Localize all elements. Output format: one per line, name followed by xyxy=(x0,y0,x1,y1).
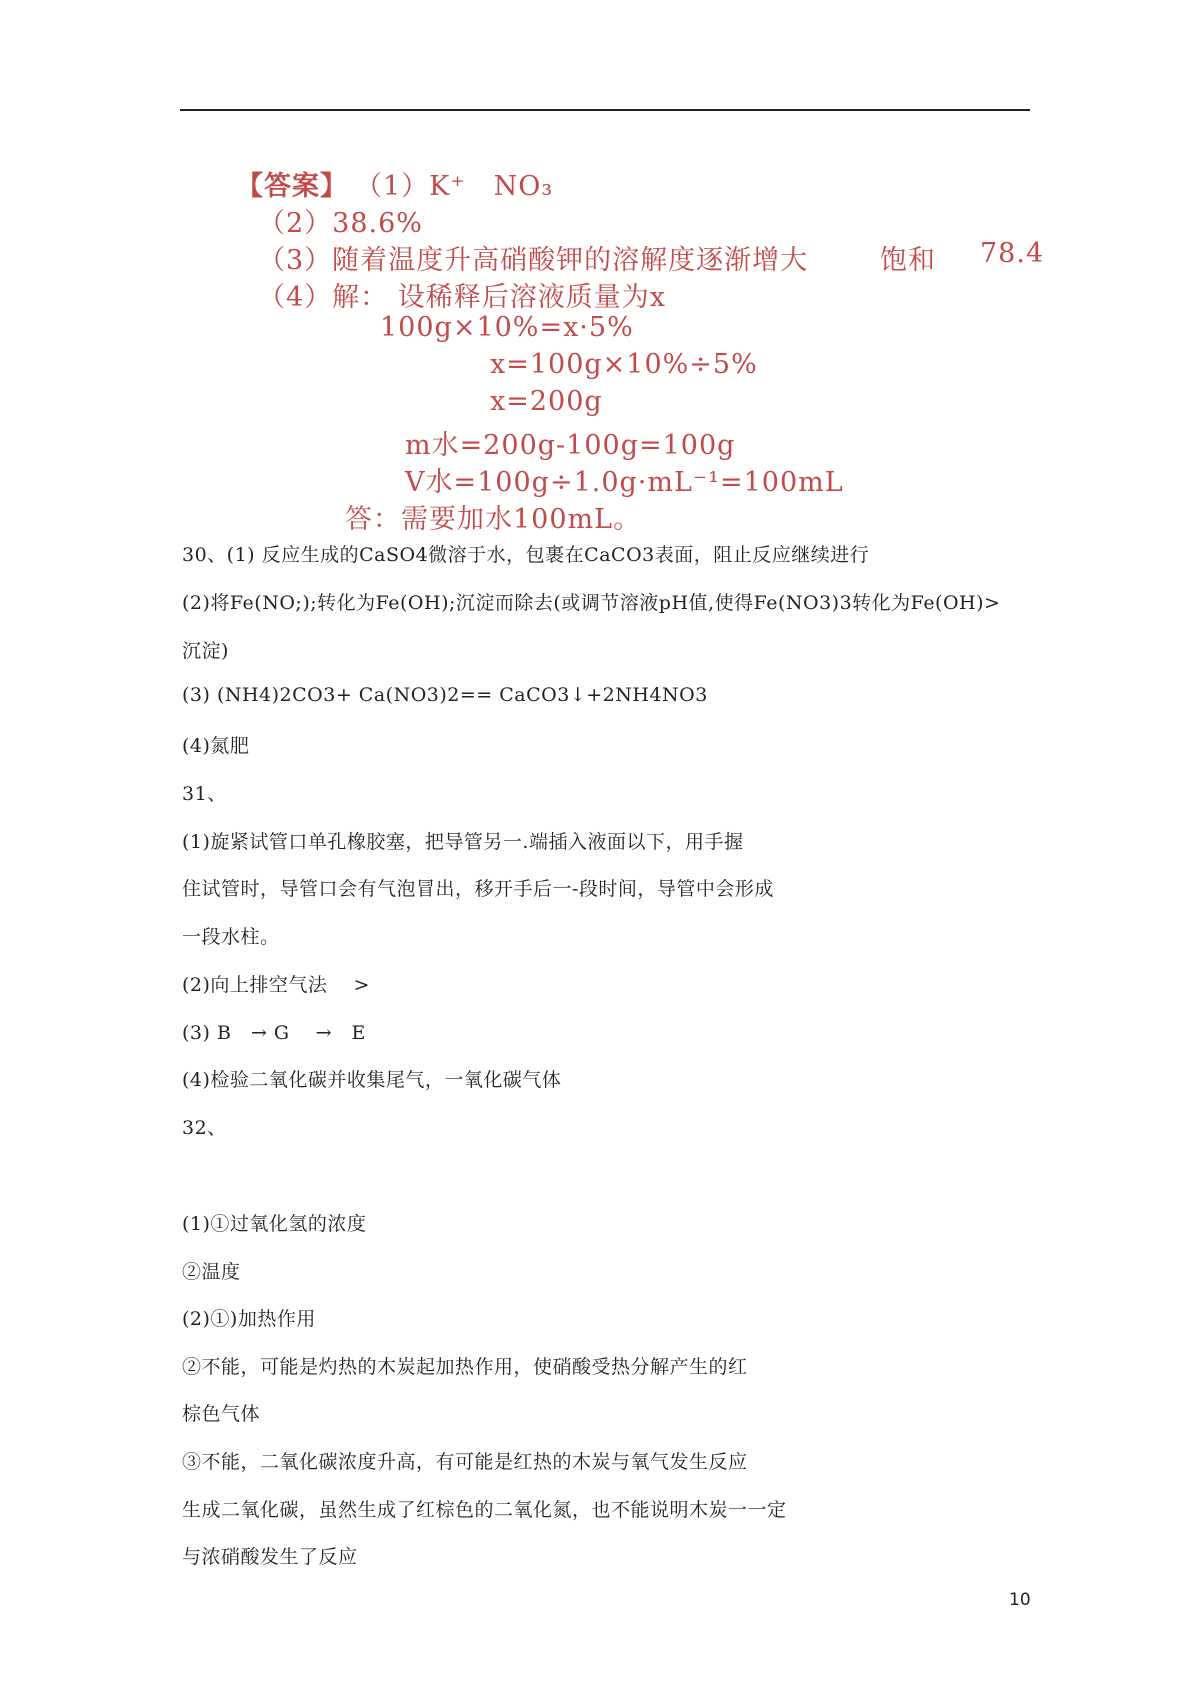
text-line: 棕色气体 xyxy=(182,1403,261,1425)
text-line: ③不能，二氧化碳浓度升高，有可能是红热的木炭与氧气发生反应 xyxy=(182,1451,748,1473)
text-line: (4)检验二氧化碳并收集尾气，一氧化碳气体 xyxy=(182,1069,562,1091)
answer-heading: 【答案】 xyxy=(236,171,348,202)
text-line: ②不能，可能是灼热的木炭起加热作用，使硝酸受热分解产生的红 xyxy=(182,1356,748,1378)
answer-part-3-fill-2: 78.4 xyxy=(980,238,1045,269)
answer-part-3-fill-1: 饱和 xyxy=(880,245,936,276)
text-line: (2)向上排空气法 > xyxy=(182,974,370,996)
answer-part-1: （1）K⁺ NO₃ xyxy=(355,171,554,202)
text-line: 一段水柱。 xyxy=(182,926,280,948)
equation-3: x=200g xyxy=(490,386,603,417)
page-number: 10 xyxy=(1009,1590,1031,1610)
equation-4: m水=200g-100g=100g xyxy=(405,430,736,461)
text-line: (3) B → G → E xyxy=(182,1022,366,1044)
answer-part-3: （3）随着温度升高硝酸钾的溶解度逐渐增大 xyxy=(258,245,809,276)
answer-part-2: （2）38.6% xyxy=(258,208,423,239)
text-line: 住试管时，导管口会有气泡冒出，移开手后一-段时间，导管中会形成 xyxy=(182,878,774,900)
text-line: (2)将Fe(NO;);转化为Fe(OH);沉淀而除去(或调节溶液pH值,使得Fe(NO3)3转化为Fe(OH)> xyxy=(182,592,1001,614)
text-line: (1)①过氧化氢的浓度 xyxy=(182,1213,367,1235)
text-line: 31、 xyxy=(182,783,227,805)
answer-conclusion: 答：需要加水100mL。 xyxy=(345,504,642,535)
text-line: 生成二氧化碳，虽然生成了红棕色的二氧化氮，也不能说明木炭一一定 xyxy=(182,1499,787,1521)
answer-part-4-title: （4）解： 设稀释后溶液质量为x xyxy=(258,282,666,313)
text-line: (3) (NH4)2CO3+ Ca(NO3)2== CaCO3↓+2NH4NO3 xyxy=(182,684,708,706)
equation-2: x=100g×10%÷5% xyxy=(490,349,758,380)
text-line: 沉淀) xyxy=(182,640,229,662)
header-rule xyxy=(180,109,1030,111)
text-line: 32、 xyxy=(182,1117,227,1139)
text-line: ②温度 xyxy=(182,1261,241,1283)
text-line: (1)旋紧试管口单孔橡胶塞，把导管另一.端插入液面以下，用手握 xyxy=(182,831,744,853)
text-line: 30、(1) 反应生成的CaSO4微溶于水，包裹在CaCO3表面，阻止反应继续进行 xyxy=(182,544,870,566)
equation-1: 100g×10%=x·5% xyxy=(380,312,634,343)
text-line: (2)①)加热作用 xyxy=(182,1308,316,1330)
equation-5: V水=100g÷1.0g·mL⁻¹=100mL xyxy=(405,467,844,498)
text-line: (4)氮肥 xyxy=(182,735,250,757)
answer-image xyxy=(230,150,1045,535)
text-line: 与浓硝酸发生了反应 xyxy=(182,1546,358,1568)
